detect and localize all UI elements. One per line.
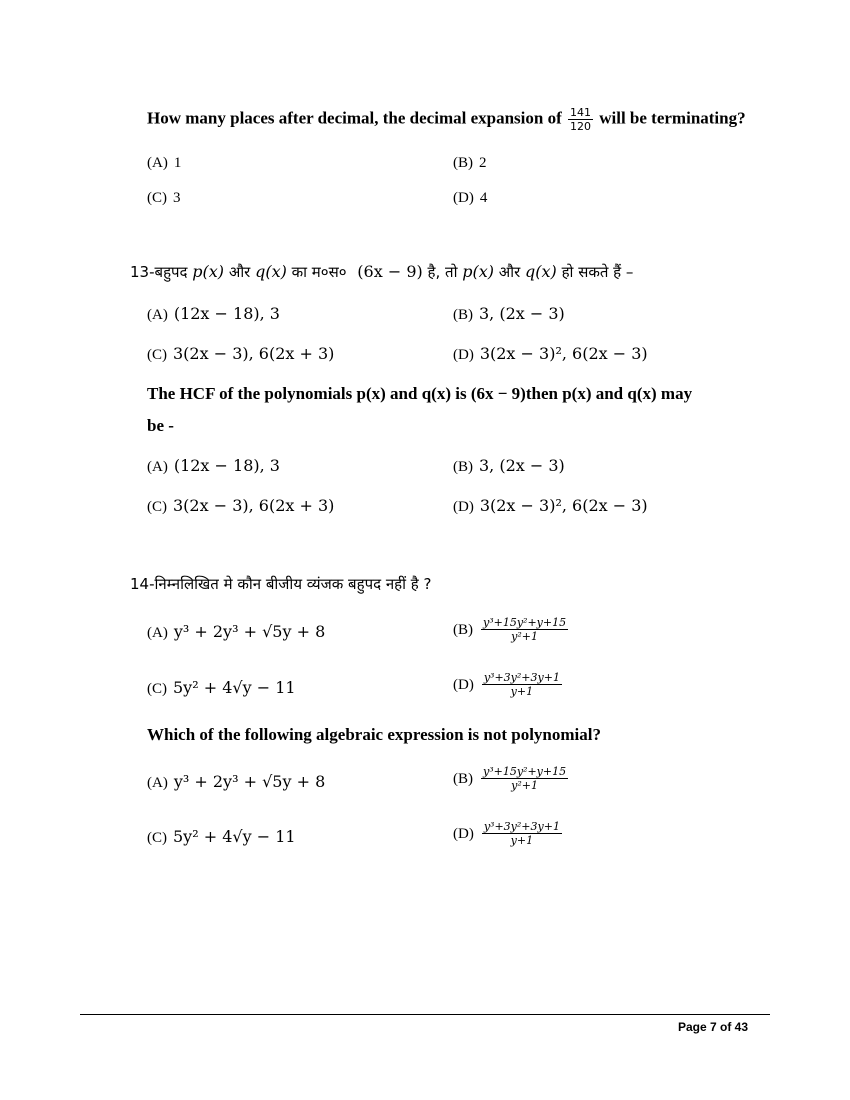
option-value: 5y² + 4√y − 11 — [173, 678, 296, 697]
q14-option-d-en — [453, 820, 564, 847]
q13-hindi-part: का म०स० — [291, 263, 347, 281]
q13-hindi-part: है, तो — [427, 263, 458, 281]
option-label: (C) — [147, 830, 167, 846]
q13-hcf: (6x − 9) — [357, 262, 423, 281]
option-label: (B) — [453, 622, 473, 638]
q12-question — [147, 106, 746, 133]
option-label: (A) — [147, 155, 168, 171]
option-fraction — [481, 616, 568, 643]
q13-option-a — [147, 304, 280, 324]
q14-option-d — [453, 671, 564, 698]
fraction-den: y²+1 — [511, 630, 538, 643]
option-label: (A) — [147, 775, 168, 791]
option-value: 5y² + 4√y − 11 — [173, 827, 296, 846]
page-number: Page 7 of 43 — [678, 1020, 749, 1034]
footer-divider — [80, 1014, 770, 1015]
option-label: (D) — [453, 677, 474, 693]
q14-option-a — [147, 622, 325, 642]
q13-option-b-en — [453, 456, 565, 476]
option-value: 1 — [173, 155, 182, 171]
q13-px: p(x) — [462, 262, 494, 281]
q13-option-d — [453, 344, 648, 364]
q12-option-a — [147, 152, 187, 172]
fraction-den: y+1 — [510, 685, 534, 698]
option-value: (12x − 18), 3 — [173, 456, 280, 475]
option-label: (D) — [453, 499, 474, 515]
q13-english-question-line2: be - — [147, 416, 174, 435]
q14-option-b — [453, 616, 570, 643]
option-value: 2 — [479, 155, 487, 171]
option-label: (C) — [147, 347, 167, 363]
q12-option-c — [147, 187, 187, 207]
option-label: (A) — [147, 625, 168, 641]
option-fraction — [482, 671, 562, 698]
option-label: (C) — [147, 190, 167, 206]
option-label: (C) — [147, 499, 167, 515]
q13-english-question-line1: The HCF of the polynomials p(x) and q(x) is (6x − 9)then p(x) and q(x) may — [147, 384, 693, 403]
q13-option-c — [147, 344, 334, 364]
q14-hindi-text: निम्नलिखित मे कौन बीजीय व्यंजक बहुपद नहीं है ? — [154, 575, 432, 593]
q14-option-c-en — [147, 827, 296, 847]
q14-hindi-question — [130, 574, 431, 594]
q12-option-d — [453, 187, 493, 207]
option-label: (A) — [147, 307, 168, 323]
option-label: (A) — [147, 459, 168, 475]
q14-option-a-en — [147, 772, 325, 792]
option-label: (B) — [453, 459, 473, 475]
q13-option-d-en — [453, 496, 648, 516]
option-value: y³ + 2y³ + √5y + 8 — [173, 622, 326, 641]
option-label: (D) — [453, 347, 474, 363]
option-value: (12x − 18), 3 — [173, 304, 280, 323]
option-fraction — [481, 765, 568, 792]
q12-text-before: How many places after decimal, the decimal expansion of — [147, 108, 562, 128]
fraction-num: y³+3y²+3y+1 — [483, 671, 560, 684]
q13-hindi-question — [130, 262, 633, 282]
option-label: (B) — [453, 155, 473, 171]
option-label: (B) — [453, 771, 473, 787]
option-value: 4 — [479, 190, 488, 206]
fraction-num: y³+3y²+3y+1 — [483, 820, 560, 833]
fraction-den: y+1 — [510, 834, 534, 847]
q13-option-a-en — [147, 456, 280, 476]
option-label: (D) — [453, 826, 474, 842]
option-fraction — [482, 820, 562, 847]
q14-english-question: Which of the following algebraic expression is not polynomial? — [147, 725, 601, 744]
q13-hindi-part: और — [498, 263, 521, 281]
option-value: 3(2x − 3), 6(2x + 3) — [173, 496, 335, 515]
q12-fraction — [568, 106, 593, 133]
q12-fraction-den: 120 — [569, 120, 591, 133]
option-value: 3(2x − 3), 6(2x + 3) — [173, 344, 335, 363]
q14-number: 14- — [130, 575, 155, 593]
option-label: (C) — [147, 681, 167, 697]
fraction-num: y³+15y²+y+15 — [483, 616, 567, 629]
q13-qx: q(x) — [525, 262, 557, 281]
q13-number: 13- — [130, 263, 155, 281]
q13-qx: q(x) — [255, 262, 287, 281]
option-value: 3 — [173, 190, 181, 206]
q13-hindi-part: और — [228, 263, 251, 281]
q12-fraction-num: 141 — [569, 106, 591, 119]
q13-option-c-en — [147, 496, 334, 516]
q13-px: p(x) — [192, 262, 225, 281]
q14-option-c — [147, 678, 296, 698]
option-value: 3, (2x − 3) — [479, 456, 565, 475]
fraction-den: y²+1 — [511, 779, 538, 792]
option-label: (B) — [453, 307, 473, 323]
q13-hindi-part: हो सकते हैं – — [561, 263, 634, 281]
q14-option-b-en — [453, 765, 570, 792]
q12-option-b — [453, 152, 493, 172]
fraction-num: y³+15y²+y+15 — [483, 765, 567, 778]
q12-text-after: will be terminating? — [599, 108, 746, 128]
option-value: 3(2x − 3)², 6(2x − 3) — [479, 344, 648, 363]
q13-option-b — [453, 304, 565, 324]
option-value: 3, (2x − 3) — [479, 304, 565, 323]
option-value: y³ + 2y³ + √5y + 8 — [173, 772, 326, 791]
option-label: (D) — [453, 190, 474, 206]
q13-hindi-part: बहुपद — [154, 263, 188, 281]
option-value: 3(2x − 3)², 6(2x − 3) — [479, 496, 648, 515]
